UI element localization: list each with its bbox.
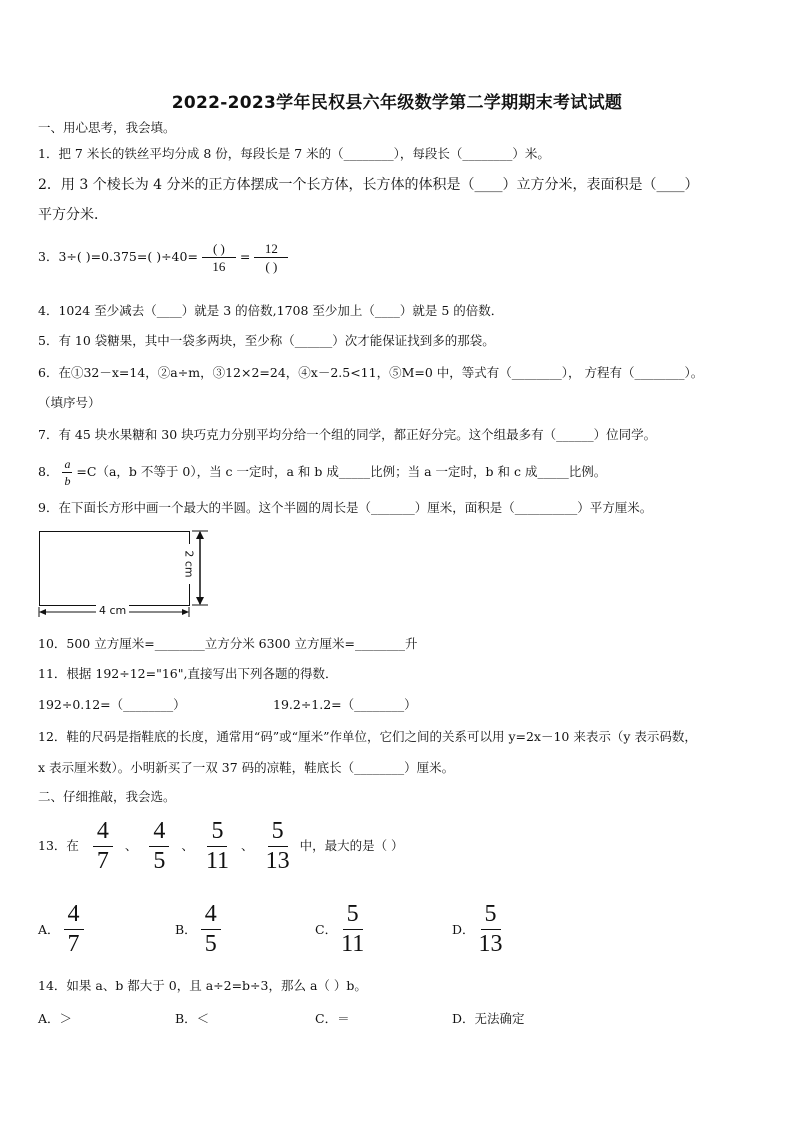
q13-fraction-2 (149, 819, 169, 873)
q13-option-b-label: B． (175, 922, 197, 937)
width-label: 4 cm (96, 604, 129, 617)
q13-option-b-denominator: 5 (204, 931, 217, 957)
question-10: 10．500 立方厘米=________立方分米 6300 立方厘米=________升 (38, 636, 418, 651)
q13-f2-numerator: 4 (149, 819, 169, 847)
q8-denominator: b (64, 474, 71, 488)
question-13 (38, 816, 404, 876)
q13-separator-3: 、 (241, 838, 254, 853)
q3-fraction-1 (202, 242, 236, 273)
q13-option-c-label: C． (315, 922, 338, 937)
q13-option-d-fraction (479, 902, 503, 956)
question-6-line-2: （填序号） (38, 395, 101, 410)
q13-option-d-numerator: 5 (481, 902, 501, 930)
q14-option-d[interactable]: D．无法确定 (452, 1011, 525, 1026)
q14-option-a[interactable]: A．＞ (38, 1011, 73, 1026)
q13-option-a-denominator: 7 (67, 931, 80, 957)
q13-option-b[interactable] (175, 898, 225, 960)
q13-f1-denominator: 7 (96, 848, 109, 874)
question-6-line-1: 6．在①32－x=14，②a÷m，③12×2=24，④x－2.5<11，⑤M=0 中，等式有（________）， 方程有（________）。 (38, 365, 704, 380)
q13-separator-2: 、 (181, 838, 194, 853)
section-2-heading: 二、仔细推敲，我会选。 (38, 789, 176, 804)
q13-f4-denominator: 13 (265, 848, 290, 874)
question-3 (38, 242, 288, 273)
q14-option-c[interactable]: C．＝ (315, 1011, 350, 1026)
q3-f2-denominator: ( ) (265, 259, 278, 274)
q13-option-c-denominator: 11 (341, 931, 365, 957)
question-11: 11．根据 192÷12="16",直接写出下列各题的得数． (38, 666, 338, 681)
q13-fraction-3 (206, 819, 229, 873)
q13-option-a[interactable] (38, 898, 88, 960)
q8-numerator: a (64, 457, 71, 471)
question-9: 9．在下面长方形中画一个最大的半圆。这个半圆的周长是（_______）厘米，面积是（__________）平方厘米。 (38, 500, 653, 515)
height-label: 2 cm (183, 544, 196, 584)
q13-f4-numerator: 5 (268, 819, 288, 847)
q13-option-d-denominator: 13 (478, 931, 503, 957)
q13-option-c-fraction (341, 902, 364, 956)
q13-option-b-fraction (201, 902, 221, 956)
q14-option-b[interactable]: B．＜ (175, 1011, 210, 1026)
q13-option-c[interactable] (315, 898, 368, 960)
question-4: 4．1024 至少减去（____）就是 3 的倍数,1708 至少加上（____）就是 5 的倍数． (38, 303, 504, 318)
question-5: 5．有 10 袋糖果，其中一袋多两块，至少称（______）次才能保证找到多的那袋。 (38, 333, 495, 348)
q13-option-b-numerator: 4 (201, 902, 221, 930)
question-11b: 19.2÷1.2=（________） (273, 697, 417, 712)
q13-suffix: 中，最大的是（ ） (299, 838, 404, 853)
q13-separator-1: 、 (124, 838, 138, 853)
question-11a: 192÷0.12=（________） (38, 697, 186, 712)
q13-option-a-numerator: 4 (64, 902, 84, 930)
q3-equals: = (239, 249, 251, 264)
q13-option-d[interactable] (452, 898, 507, 960)
q3-f1-denominator: 16 (212, 259, 226, 274)
q8-fraction (62, 458, 72, 487)
question-2-line-2: 平方分米． (38, 207, 108, 223)
question-14: 14．如果 a、b 都大于 0，且 a÷2=b÷3，那么 a（ ）b。 (38, 978, 367, 993)
question-2-line-1: 2．用 3 个棱长为 4 分米的正方体摆成一个长方体，长方体的体积是（____）立方分米，表面积是（____） (38, 177, 699, 193)
q13-option-a-fraction (64, 902, 84, 956)
q13-option-c-numerator: 5 (343, 902, 363, 930)
question-12-line-1: 12．鞋的尺码是指鞋底的长度，通常用“码”或“厘米”作单位，它们之间的关系可以用 y=2x－10 来表示（y 表示码数， (38, 729, 697, 744)
q8-rest: =C（a，b 不等于 0），当 c 一定时，a 和 b 成_____比例；当 a 一定时，b 和 c 成_____比例。 (76, 464, 607, 479)
question-1: 1．把 7 米长的铁丝平均分成 8 份，每段长是 7 米的（________），每段长（________）米。 (38, 146, 550, 161)
q3-prefix: 3．3÷( )=0.375=( )÷40= (38, 249, 198, 264)
q13-f3-numerator: 5 (207, 819, 227, 847)
q3-f2-numerator: 12 (254, 242, 288, 258)
section-1-heading: 一、用心思考，我会填。 (38, 120, 176, 135)
question-12-line-2: x 表示厘米数）。小明新买了一双 37 码的凉鞋，鞋底长（________）厘米。 (38, 760, 455, 775)
q3-fraction-2 (254, 242, 288, 273)
q13-f3-denominator: 11 (205, 848, 230, 874)
q13-option-a-label: A． (38, 922, 60, 937)
q13-prefix: 13．在 (38, 838, 79, 853)
question-7: 7．有 45 块水果糖和 30 块巧克力分别平均分给一个组的同学，都正好分完。这个组最多有（______）位同学。 (38, 427, 657, 442)
q13-f1-numerator: 4 (93, 819, 113, 847)
q13-fraction-1 (93, 819, 113, 873)
q3-f1-numerator: ( ) (202, 242, 236, 258)
q13-f2-denominator: 5 (153, 848, 166, 874)
exam-title: 2022-2023学年民权县六年级数学第二学期期末考试试题 (171, 93, 623, 113)
q13-fraction-4 (266, 819, 290, 873)
q13-option-d-label: D． (452, 922, 475, 937)
q8-prefix: 8． (38, 464, 59, 479)
question-8 (38, 458, 606, 487)
